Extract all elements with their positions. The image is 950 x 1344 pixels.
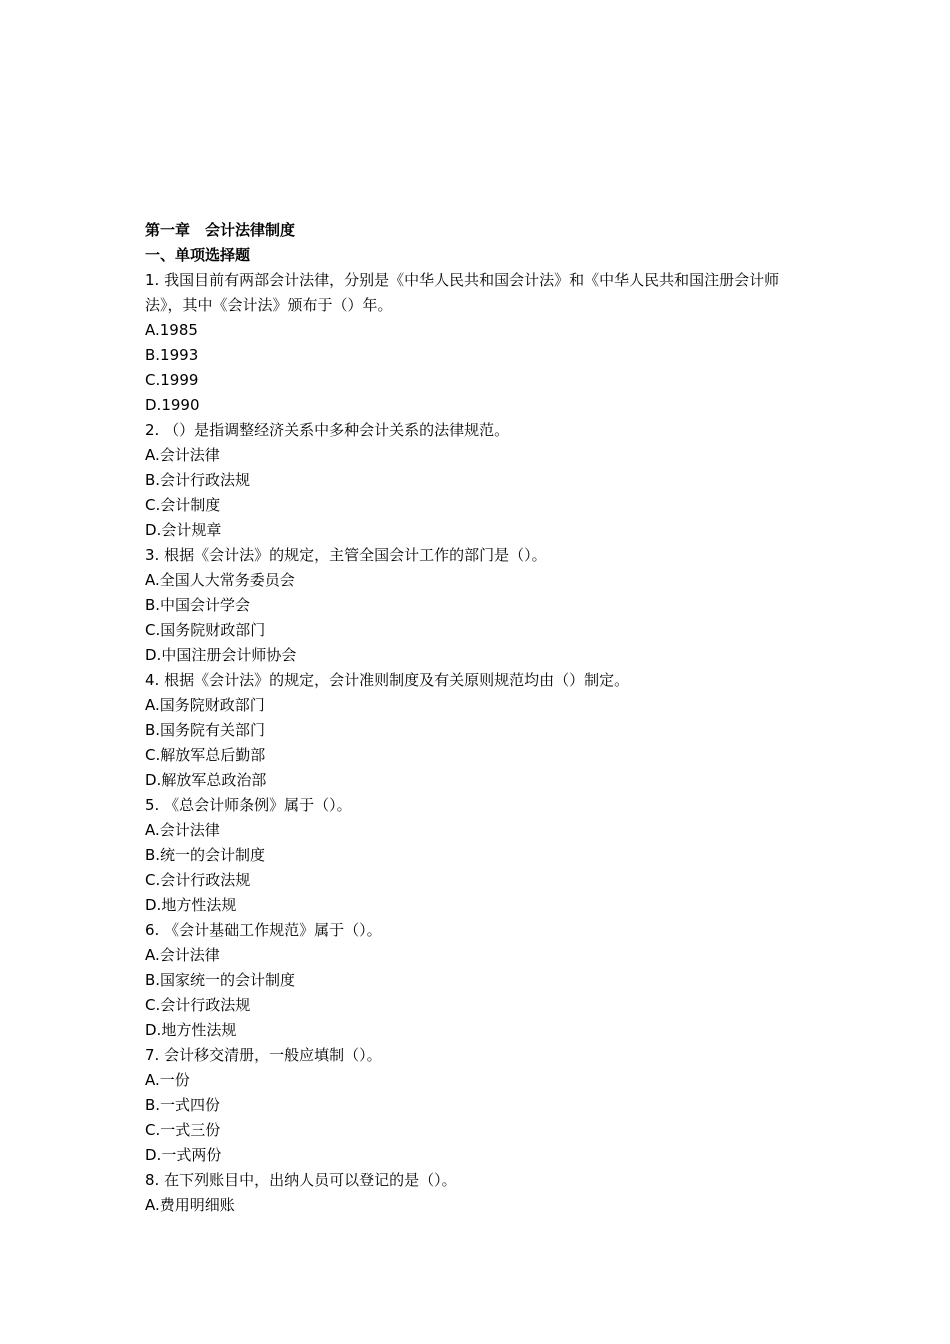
option-c: C.国务院财政部门 <box>145 621 266 639</box>
option-b: B.国务院有关部门 <box>145 721 266 739</box>
option-c: C.会计制度 <box>145 496 221 514</box>
option-b: B.1993 <box>145 346 199 364</box>
option-d: D.1990 <box>145 396 200 414</box>
section-title: 一、单项选择题 <box>145 246 251 264</box>
option-a: A.1985 <box>145 321 198 339</box>
option-a: A.费用明细账 <box>145 1196 235 1214</box>
option-d: D.会计规章 <box>145 521 222 539</box>
question-stem: 8. 在下列账目中，出纳人员可以登记的是（）。 <box>145 1171 457 1189</box>
option-b: B.国家统一的会计制度 <box>145 971 296 989</box>
question-8 <box>145 1168 810 1218</box>
option-c: C.一式三份 <box>145 1121 221 1139</box>
option-a: A.全国人大常务委员会 <box>145 571 295 589</box>
question-stem: 4. 根据《会计法》的规定，会计准则制度及有关原则规范均由（）制定。 <box>145 671 630 689</box>
option-a: A.一份 <box>145 1071 190 1089</box>
option-b: B.中国会计学会 <box>145 596 251 614</box>
option-a: A.国务院财政部门 <box>145 696 265 714</box>
question-7 <box>145 1043 810 1168</box>
option-c: C.解放军总后勤部 <box>145 746 266 764</box>
option-a: A.会计法律 <box>145 946 220 964</box>
option-c: C.会计行政法规 <box>145 871 251 889</box>
option-d: D.中国注册会计师协会 <box>145 646 297 664</box>
option-a: A.会计法律 <box>145 821 220 839</box>
question-1 <box>145 268 810 418</box>
question-6 <box>145 918 810 1043</box>
question-stem: 2. （）是指调整经济关系中多种会计关系的法律规范。 <box>145 421 510 439</box>
option-d: D.地方性法规 <box>145 1021 237 1039</box>
question-2 <box>145 418 810 543</box>
option-d: D.一式两份 <box>145 1146 222 1164</box>
option-b: B.一式四份 <box>145 1096 221 1114</box>
option-c: C.1999 <box>145 371 199 389</box>
option-d: D.解放军总政治部 <box>145 771 267 789</box>
chapter-title: 第一章 会计法律制度 <box>145 221 296 239</box>
question-stem: 5. 《总会计师条例》属于（）。 <box>145 796 352 814</box>
option-d: D.地方性法规 <box>145 896 237 914</box>
option-a: A.会计法律 <box>145 446 220 464</box>
question-stem: 6. 《会计基础工作规范》属于（）。 <box>145 921 382 939</box>
question-stem: 1. 我国目前有两部会计法律，分别是《中华人民共和国会计法》和《中华人民共和国注册会计师法》，其中《会计法》颁布于（）年。 <box>145 271 780 314</box>
document-page <box>145 218 810 1218</box>
question-4 <box>145 668 810 793</box>
question-5 <box>145 793 810 918</box>
option-c: C.会计行政法规 <box>145 996 251 1014</box>
question-3 <box>145 543 810 668</box>
option-b: B.会计行政法规 <box>145 471 251 489</box>
question-stem: 7. 会计移交清册，一般应填制（）。 <box>145 1046 382 1064</box>
question-stem: 3. 根据《会计法》的规定，主管全国会计工作的部门是（）。 <box>145 546 547 564</box>
option-b: B.统一的会计制度 <box>145 846 266 864</box>
